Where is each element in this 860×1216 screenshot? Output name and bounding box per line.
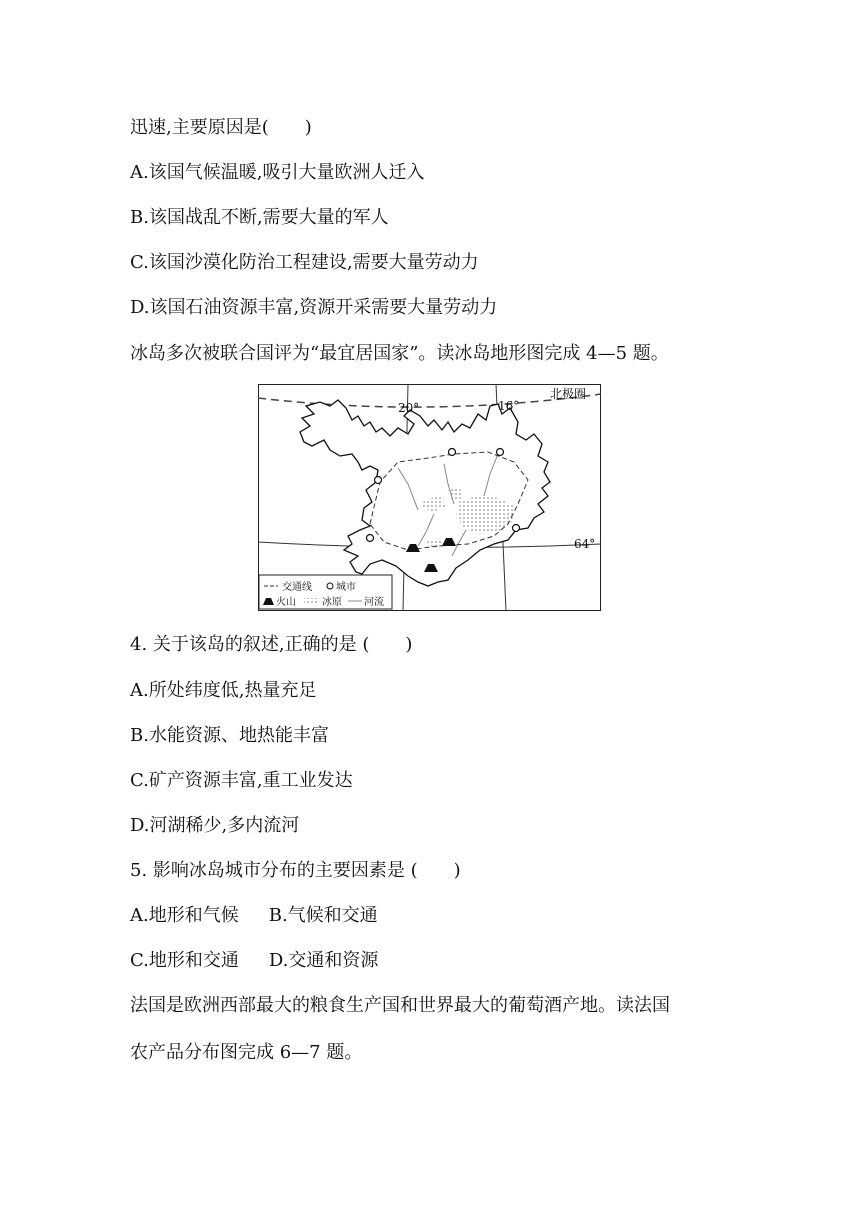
q5-options-row-1 bbox=[130, 903, 378, 929]
q3-stem-end: 迅速,主要原因是( ) bbox=[130, 117, 312, 138]
france-intro-line-2: 农产品分布图完成 6—7 题。 bbox=[130, 1042, 363, 1063]
legend-volcano: 火山 bbox=[276, 597, 296, 608]
legend-city: 城市 bbox=[336, 582, 356, 593]
iceland-intro: 冰岛多次被联合国评为“最宜居国家”。读冰岛地形图完成 4—5 题。 bbox=[130, 343, 669, 364]
city-marker bbox=[375, 477, 382, 484]
longitude-20-label: 20° bbox=[398, 401, 420, 415]
q5-option-a: A.地形和气候 bbox=[130, 905, 239, 926]
q5-stem: 5. 影响冰岛城市分布的主要因素是 ( ) bbox=[130, 860, 461, 881]
latitude-64-label: 64° bbox=[574, 537, 596, 551]
city-marker bbox=[367, 535, 374, 542]
city-marker bbox=[449, 449, 456, 456]
q3-option-d: D.该国石油资源丰富,资源开采需要大量劳动力 bbox=[130, 297, 498, 318]
map-legend bbox=[259, 575, 392, 609]
q4-stem: 4. 关于该岛的叙述,正确的是 ( ) bbox=[130, 634, 413, 655]
france-intro-line-1: 法国是欧洲西部最大的粮食生产国和世界最大的葡萄酒产地。读法国 bbox=[130, 995, 670, 1016]
longitude-16-label: 16° bbox=[498, 399, 520, 413]
city-marker bbox=[513, 525, 520, 532]
q4-option-c: C.矿产资源丰富,重工业发达 bbox=[130, 770, 353, 791]
q3-option-a: A.该国气候温暖,吸引大量欧洲人迁入 bbox=[130, 162, 425, 183]
q5-options-row-2 bbox=[130, 948, 378, 974]
q4-option-b: B.水能资源、地热能丰富 bbox=[130, 725, 329, 746]
q4-option-a: A.所处纬度低,热量充足 bbox=[130, 680, 317, 701]
q5-option-c: C.地形和交通 bbox=[130, 950, 239, 971]
arctic-circle-label: 北极圈 bbox=[550, 387, 587, 401]
legend-glacier: 冰原 bbox=[322, 597, 342, 608]
q3-option-c: C.该国沙漠化防治工程建设,需要大量劳动力 bbox=[130, 252, 479, 273]
q5-option-d: D.交通和资源 bbox=[268, 950, 379, 971]
legend-river: 河流 bbox=[364, 597, 384, 608]
legend-traffic: 交通线 bbox=[282, 582, 312, 593]
q4-option-d: D.河湖稀少,多内流河 bbox=[130, 815, 300, 836]
city-marker bbox=[497, 449, 504, 456]
iceland-terrain-map bbox=[258, 384, 601, 611]
q5-option-b: B.气候和交通 bbox=[268, 905, 378, 926]
q3-option-b: B.该国战乱不断,需要大量的军人 bbox=[130, 207, 389, 228]
